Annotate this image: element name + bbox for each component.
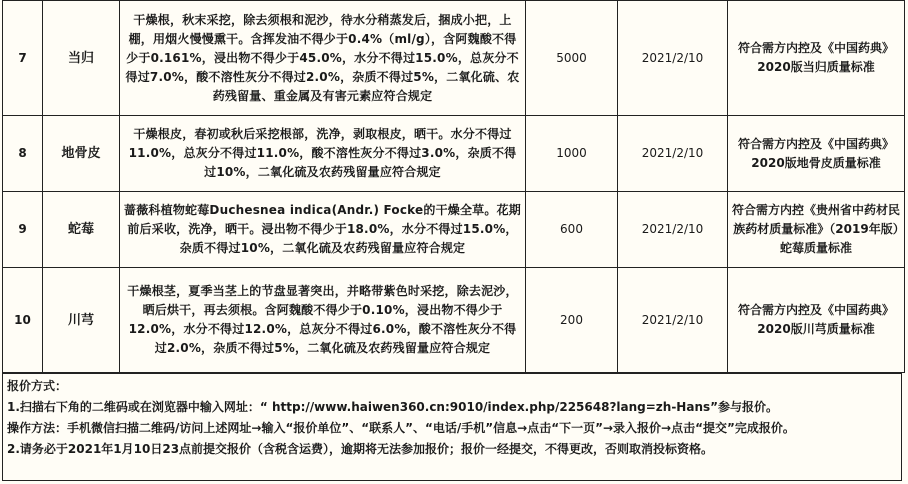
quality-standard: 符合需方内控及《中国药典》2020版当归质量标准	[728, 1, 905, 116]
delivery-date: 2021/2/10	[618, 268, 728, 373]
quantity: 600	[526, 192, 618, 268]
delivery-date: 2021/2/10	[618, 1, 728, 116]
table-row	[3, 268, 905, 373]
quantity: 1000	[526, 116, 618, 192]
row-number: 10	[3, 268, 43, 373]
instruction-step-1: 1.扫描右下角的二维码或在浏览器中输入网址：“ http://www.haiwen360.cn:9010/index.php/225648?lang=zh-Hans”参与报价。	[7, 400, 779, 414]
row-number: 8	[3, 116, 43, 192]
quotation-instructions	[2, 373, 902, 481]
delivery-date: 2021/2/10	[618, 116, 728, 192]
quality-requirements: 干燥根茎，夏季当茎上的节盘显著突出，并略带紫色时采挖，除去泥沙，晒后烘干，再去须根。含阿魏酸不得少于0.10%，浸出物不得少于12.0%，水分不得过12.0%，总灰分不得过6.0%，酸不溶性灰分不得过2.0%，杂质不得过5%，二氧化硫及农药残留量应符合规定	[120, 268, 526, 373]
instructions-heading: 报价方式：	[7, 379, 68, 393]
row-number: 7	[3, 1, 43, 116]
table-row	[3, 116, 905, 192]
quality-requirements: 干燥根，秋末采挖，除去须根和泥沙，待水分稍蒸发后，捆成小把，上棚，用烟火慢慢熏干。含挥发油不得少于0.4%（ml/g），含阿魏酸不得少于0.161%，浸出物不得少于45.0%，水分不得过15.0%，总灰分不得过7.0%，酸不溶性灰分不得过2.0%，杂质不得过5%，二氧化硫、农药残留量、重金属及有害元素应符合规定	[120, 1, 526, 116]
quality-standard: 符合需方内控及《中国药典》2020版地骨皮质量标准	[728, 116, 905, 192]
table-row	[3, 1, 905, 116]
herb-name: 当归	[43, 1, 120, 116]
quality-requirements: 干燥根皮，春初或秋后采挖根部，洗净，剥取根皮，晒干。水分不得过11.0%，总灰分不得过11.0%，酸不溶性灰分不得过3.0%，杂质不得过10%，二氧化硫及农药残留量应符合规定	[120, 116, 526, 192]
delivery-date: 2021/2/10	[618, 192, 728, 268]
quantity: 5000	[526, 1, 618, 116]
quality-standard: 符合需方内控及《中国药典》2020版川芎质量标准	[728, 268, 905, 373]
procurement-table	[2, 0, 905, 373]
herb-name: 蛇莓	[43, 192, 120, 268]
quantity: 200	[526, 268, 618, 373]
herb-name: 川芎	[43, 268, 120, 373]
herb-name: 地骨皮	[43, 116, 120, 192]
quality-standard: 符合需方内控《贵州省中药材民族药材质量标准》（2019年版）蛇莓质量标准	[728, 192, 905, 268]
instruction-step-2: 2.请务必于2021年1月10日23点前提交报价（含税含运费），逾期将无法参加报价；报价一经提交，不得更改，否则取消投标资格。	[7, 442, 714, 456]
row-number: 9	[3, 192, 43, 268]
quality-requirements: 蔷薇科植物蛇莓Duchesnea indica(Andr.) Focke的干燥全草。花期前后采收，洗净，晒干。浸出物不得少于18.0%，水分不得过15.0%，杂质不得过10%，二氧化硫及农药残留量应符合规定	[120, 192, 526, 268]
table-row	[3, 192, 905, 268]
instruction-operation: 操作方法：手机微信扫描二维码/访问上述网址→输入“报价单位”、“联系人”、“电话/手机”信息→点击“下一页”→录入报价→点击“提交”完成报价。	[7, 421, 795, 435]
